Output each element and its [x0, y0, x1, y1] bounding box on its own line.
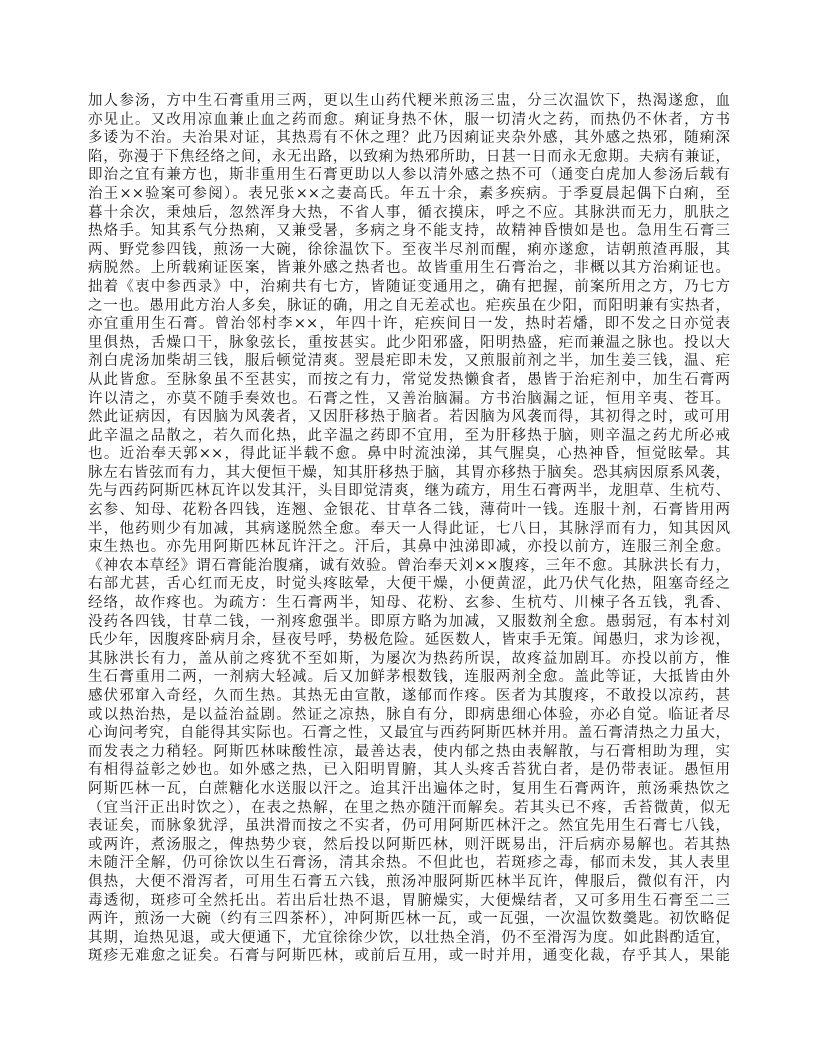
text-line: 也。近治奉天郭××，得此证半载不愈。鼻中时流浊涕，其气腥臭，心热神昏，恒觉眩晕。其	[88, 446, 730, 463]
text-line: 其期，迨热见退，或大便通下，尤宜徐徐少饮，以壮热全消，仍不至滑泻为度。如此斟酌适宜，	[88, 929, 730, 946]
text-line: 加人参汤，方中生石膏重用三两，更以生山药代粳米煎汤三盅，分三次温饮下，热渴遂愈，血	[88, 93, 730, 109]
text-line: 两、野党参四钱，煎汤一大碗，徐徐温饮下。至夜半尽剂而醒，痢亦遂愈，诘朝煎渣再服，其	[88, 241, 730, 258]
text-line: 阿斯匹林一瓦，白蔗糖化水送服以汗之。迨其汗出遍体之时，复用生石膏两许，煎汤乘热饮之	[88, 780, 730, 797]
text-line: 其脉洪长有力，盖从前之疼犹不至如斯，为屡次为热药所误，故疼益加剧耳。亦投以前方，惟	[88, 650, 730, 667]
text-line: 而发表之力稍轻。阿斯匹林味酸性凉，最善达表，使内郁之热由表解散，与石膏相助为理，实	[88, 743, 730, 760]
text-line: 或以热治热，是以益治益剧。然证之凉热，脉自有分，即病患细心体验，亦必自觉。临证者尽	[88, 706, 730, 723]
text-line: 病脱然。上所载痢证医案，皆兼外感之热者也。故皆重用生石膏治之，非概以其方治痢证也。	[88, 260, 730, 277]
text-line: 没药各四钱，甘草二钱，一剂疼愈强半。即原方略为加减，又服数剂全愈。愚弱冠，有本村刘	[88, 613, 730, 630]
text-line: 里俱热，舌燥口干，脉象弦长，重按甚实。此少阳邪盛，阳明热盛，疟而兼温之脉也。投以大	[88, 334, 730, 351]
text-line: 之一也。愚用此方治人多矣，脉证的确，用之自无差忒也。疟疾虽在少阳，而阳明兼有实热者，	[88, 297, 730, 314]
text-line: 斑疹无难愈之证矣。石膏与阿斯匹林，或前后互用，或一时并用，通变化裁，存乎其人，果能	[88, 948, 730, 965]
text-line: 热烙手。知其系气分热痢，又兼受暑，多病之身不能支持，故精神昏愦如是也。急用生石膏三	[88, 223, 730, 240]
text-line: 心询问考究，自能得其实际也。石膏之性，又最宜与西药阿斯匹林并用。盖石膏清热之力虽大，	[88, 725, 730, 742]
body-text	[88, 92, 730, 966]
text-line: 从此皆愈。至脉象虽不至甚实，而按之有力，常觉发热懒食者，愚皆于治疟剂中，加生石膏两	[88, 371, 730, 388]
text-line: 表证矣，而脉象犹浮，虽洪滑而按之不实者，仍可用阿斯匹林汗之。然宜先用生石膏七八钱，	[88, 818, 730, 835]
text-line: 然此证病因，有因脑为风袭者，又因肝移热于脑者。若因脑为风袭而得，其初得之时，或可用	[88, 409, 730, 426]
text-line: 《神农本草经》谓石膏能治腹痛，诚有效验。曾治奉天刘××腹疼，三年不愈。其脉洪长有力，	[88, 557, 730, 574]
text-line: 治王××验案可参阅）。表兄张××之妻高氏。年五十余，素多疾病。于季夏晨起偶下白痢，至	[88, 185, 730, 202]
text-line: 毒透彻，斑疹可全然托出。若出后壮热不退，胃腑燥实，大便燥结者，又可多用生石膏至二三	[88, 892, 730, 909]
text-line: 束生热也。亦先用阿斯匹林瓦许汗之。汗后，其鼻中浊涕即减，亦投以前方，连服三剂全愈。	[88, 539, 730, 556]
text-line: 多诿为不治。夫治果对证，其热焉有不休之理？此乃因痢证夹杂外感，其外感之热邪，随痢深	[88, 130, 730, 147]
text-line: 先与西药阿斯匹林瓦许以发其汗，头目即觉清爽，继为疏方，用生石膏两半，龙胆草、生杭芍、	[88, 483, 730, 500]
text-line: 半，他药则少有加减，其病遂脱然全愈。奉天一人得此证，七八日，其脉浮而有力，知其因风	[88, 520, 730, 537]
text-line: （宜当汗正出时饮之），在表之热解，在里之热亦随汗而解矣。若其头已不疼，舌苔微黄，似无	[88, 799, 730, 816]
text-line: 未随汗全解，仍可徐饮以生石膏汤，清其余热。不但此也，若斑疹之毒，郁而未发，其人表里	[88, 855, 730, 872]
text-line: 玄参、知母、花粉各四钱，连翘、金银花、甘草各二钱，薄荷叶一钱。连服十剂，石膏皆用两	[88, 502, 730, 519]
text-line: 俱热，大便不滑泻者，可用生石膏五六钱，煎汤冲服阿斯匹林半瓦许，俾服后，微似有汗，内	[88, 873, 730, 890]
text-line: 即治之宜有兼方也，斯非重用生石膏更助以人参以清外感之热不可（通变白虎加人参汤后载有	[88, 167, 730, 184]
text-line: 拙着《衷中参西录》中，治痢共有七方，皆随证变通用之，确有把握，前案所用之方，乃七方	[88, 278, 730, 295]
text-line: 感伏邪窜入奇经，久而生热。其热无由宣散，遂郁而作疼。医者为其腹疼，不敢投以凉药，甚	[88, 688, 730, 704]
text-line: 经络，故作疼也。为疏方：生石膏两半，知母、花粉、玄参、生杭芍、川楝子各五钱，乳香、	[88, 595, 730, 612]
text-line: 亦见止。又改用凉血兼止血之药而愈。痢证身热不休，服一切清火之药，而热仍不休者，方书	[88, 111, 730, 128]
text-line: 暮十余次，秉烛后，忽然浑身大热，不省人事，循衣摸床，呼之不应。其脉洪而无力，肌肤之	[88, 204, 730, 221]
text-line: 剂白虎汤加柴胡三钱，服后顿觉清爽。翌晨疟即未发，又煎服前剂之半，加生姜三钱，温、疟	[88, 353, 730, 370]
text-line: 许以清之，亦莫不随手奏效也。石膏之性，又善治脑漏。方书治脑漏之证，恒用辛夷、苍耳。	[88, 390, 730, 407]
text-line: 此辛温之品散之，若久而化热，此辛温之药即不宜用，至为肝移热于脑，则辛温之药尤所必戒	[88, 427, 730, 444]
text-line: 右部尤甚，舌心红而无皮，时觉头疼眩晕，大便干燥，小便黄涩，此乃伏气化热，阻塞奇经之	[88, 576, 730, 593]
text-line: 陷，弥漫于下焦经络之间，永无出路，以致痢为热邪所助，日甚一日而永无愈期。夫病有兼证，	[88, 148, 730, 165]
text-line: 两许，煎汤一大碗（约有三四茶杯），冲阿斯匹林一瓦，或一瓦强，一次温饮数羹匙。初饮略促	[88, 911, 730, 928]
text-line: 或两许，煮汤服之，俾热势少衰，然后投以阿斯匹林，则汗既易出，汗后病亦易解也。若其热	[88, 836, 730, 853]
text-line: 亦宜重用生石膏。曾治邻村李××，年四十许，疟疾间日一发，热时若燔，即不发之日亦觉表	[88, 316, 730, 333]
text-line: 有相得益彰之妙也。如外感之热，已入阳明胃腑，其人头疼舌苔犹白者，是仍带表证。愚恒用	[88, 762, 730, 779]
text-line: 生石膏重用二两，一剂病大轻减。后又加鲜茅根数钱，连服两剂全愈。盖此等证，大抵皆由外	[88, 669, 730, 686]
text-line: 脉左右皆弦而有力，其大便恒干燥，知其肝移热于脑，其胃亦移热于脑矣。恐其病因原系风袭，	[88, 464, 730, 481]
text-line: 氏少年，因腹疼卧病月余，昼夜号呼，势极危险。延医数人，皆束手无策。闻愚归，求为诊视，	[88, 632, 730, 649]
